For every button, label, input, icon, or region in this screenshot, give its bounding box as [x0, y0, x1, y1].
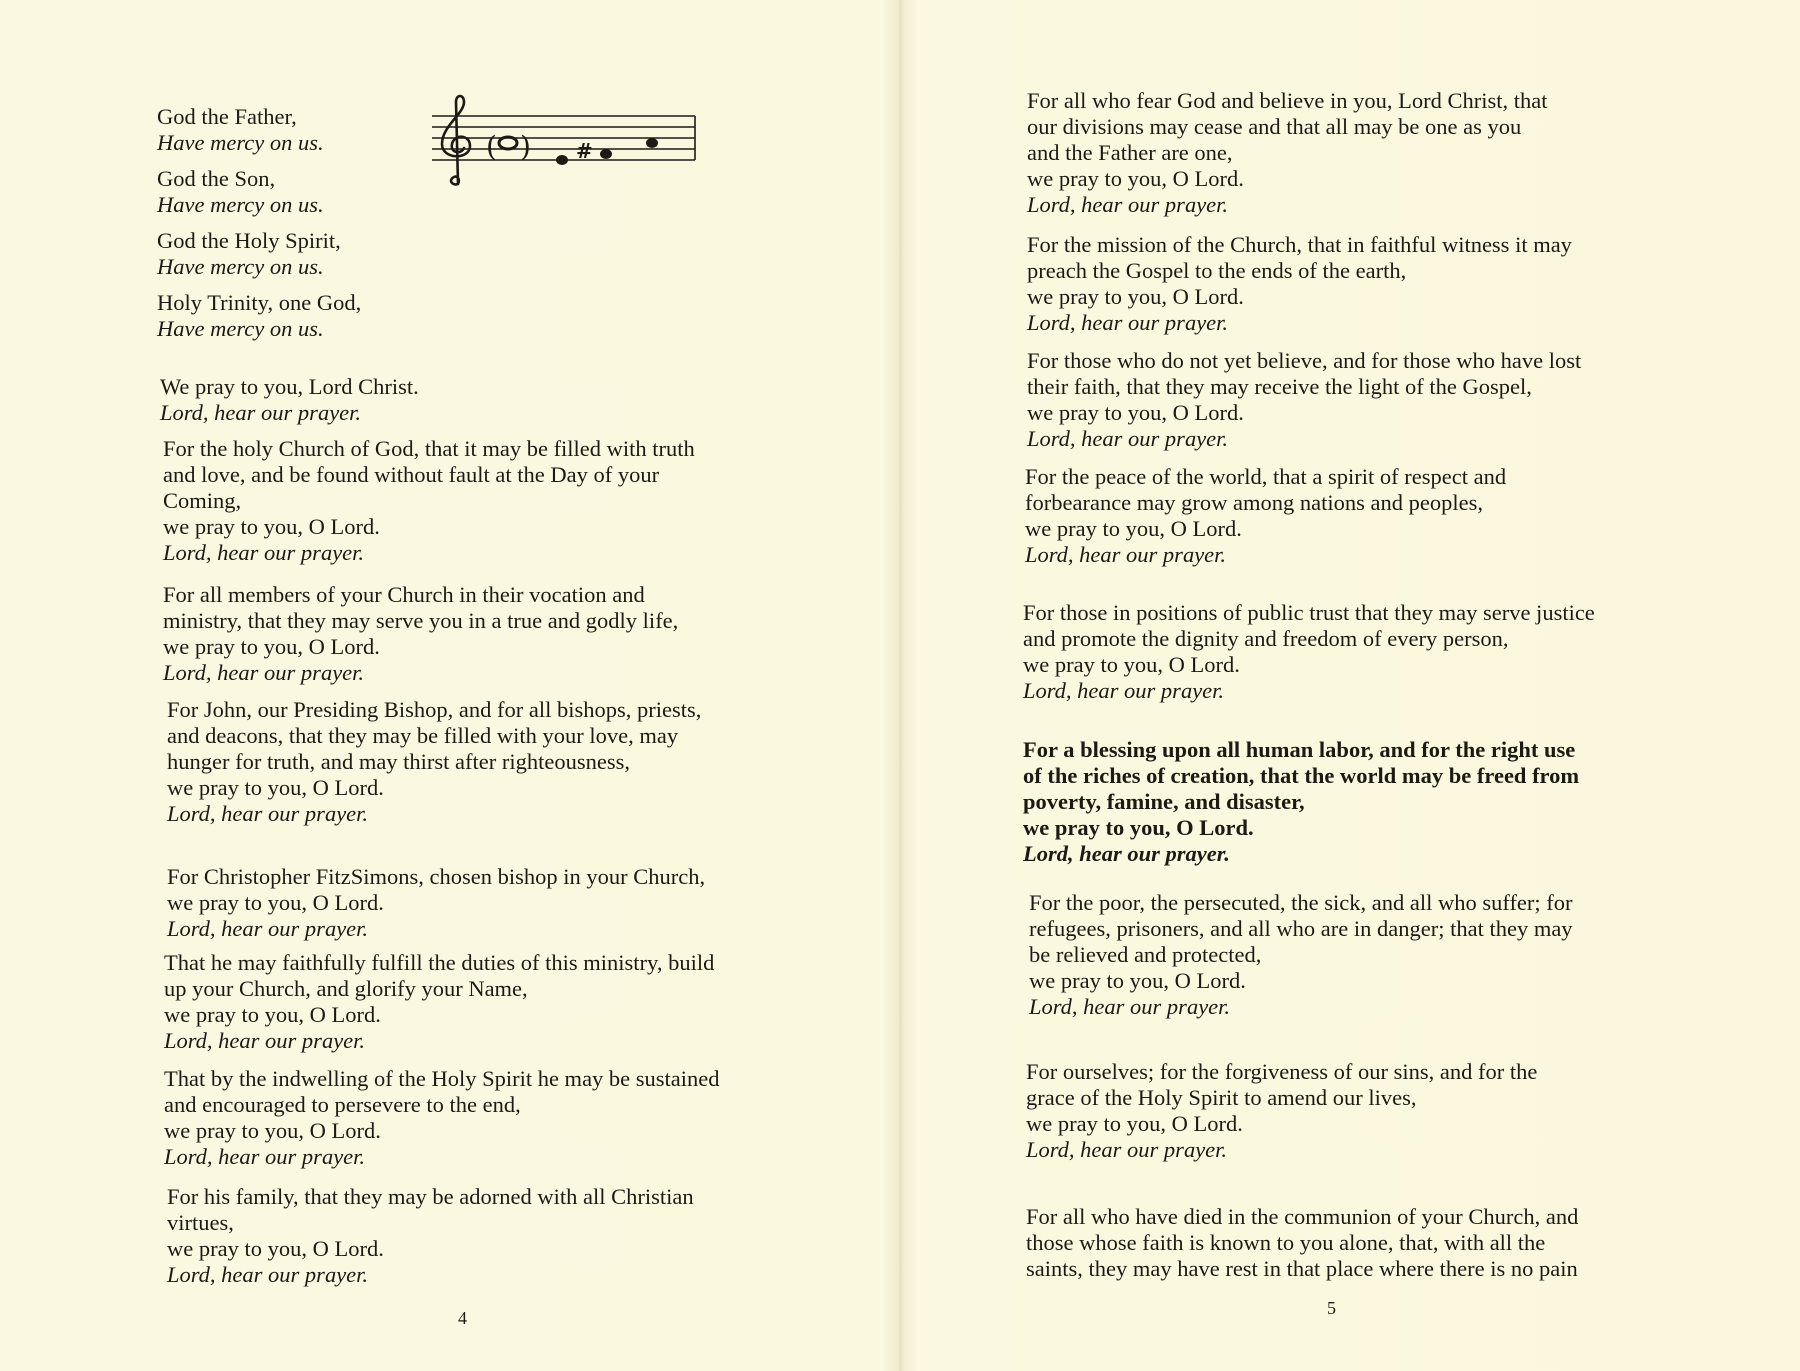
petition-line: we pray to you, O Lord. [163, 634, 380, 659]
petition-line: we pray to you, O Lord. [1023, 815, 1254, 840]
petition-line: preach the Gospel to the ends of the earth, [1027, 258, 1407, 283]
petition-line: be relieved and protected, [1029, 942, 1262, 967]
petition-block [1027, 88, 1548, 218]
petition-response: Lord, hear our prayer. [1027, 310, 1229, 335]
petition-line: For those who do not yet believe, and for those who have lost [1027, 348, 1582, 373]
petition-line: For the peace of the world, that a spirit of respect and [1025, 464, 1507, 489]
petition-line: For the poor, the persecuted, the sick, and all who suffer; for [1029, 890, 1573, 915]
petition-line: up your Church, and glorify your Name, [164, 976, 528, 1001]
petition-line: and the Father are one, [1027, 140, 1233, 165]
petition-block [167, 864, 705, 942]
invocation [157, 166, 361, 218]
petition-response: Lord, hear our prayer. [167, 1262, 369, 1287]
petition-block [1023, 600, 1595, 704]
petition-response: Lord, hear our prayer. [167, 801, 369, 826]
petition-block [167, 697, 701, 827]
svg-text:): ) [520, 130, 531, 163]
petition-line: Coming, [163, 488, 242, 513]
petition-line: and encouraged to persevere to the end, [164, 1092, 521, 1117]
invocation-line: Holy Trinity, one God, [157, 290, 362, 315]
petition-line: we pray to you, O Lord. [1027, 400, 1244, 425]
invocation-response: Have mercy on us. [157, 130, 324, 155]
petition-response: Lord, hear our prayer. [163, 660, 365, 685]
petition-line: we pray to you, O Lord. [167, 1236, 384, 1261]
petition-line: For Christopher FitzSimons, chosen bishop in your Church, [167, 864, 706, 889]
petition-line: That he may faithfully fulfill the duties of this ministry, build [164, 950, 715, 975]
petition-block [1026, 1204, 1578, 1282]
petition-line: we pray to you, O Lord. [164, 1002, 381, 1027]
svg-text:(: ( [486, 130, 497, 163]
petition-block [1029, 890, 1573, 1020]
petition-line: For all who fear God and believe in you, Lord Christ, that [1027, 88, 1548, 113]
petition-response: Lord, hear our prayer. [1027, 426, 1229, 451]
petition-line: For the mission of the Church, that in faithful witness it may [1027, 232, 1572, 257]
petition-line: For those in positions of public trust that they may serve justice [1023, 600, 1595, 625]
petition-line: we pray to you, O Lord. [1027, 284, 1244, 309]
petition-response: Lord, hear our prayer. [1025, 542, 1227, 567]
petition-block [164, 950, 714, 1054]
petition-block [163, 436, 695, 566]
petition-line: grace of the Holy Spirit to amend our lives, [1026, 1085, 1417, 1110]
petition-line: we pray to you, O Lord. [1025, 516, 1242, 541]
petition-line: our divisions may cease and that all may be one as you [1027, 114, 1522, 139]
invocation [157, 290, 361, 342]
petition-line: their faith, that they may receive the light of the Gospel, [1027, 374, 1532, 399]
petition-line: we pray to you, O Lord. [1027, 166, 1244, 191]
petition-line: We pray to you, Lord Christ. [160, 374, 419, 399]
invocation-line: God the Holy Spirit, [157, 228, 341, 253]
petition-response: Lord, hear our prayer. [160, 400, 362, 425]
petition-line: For all who have died in the communion of your Church, and [1026, 1204, 1579, 1229]
petition-line: we pray to you, O Lord. [1026, 1111, 1243, 1136]
invocation [157, 104, 361, 156]
invocation-line: God the Father, [157, 104, 297, 129]
invocation-response: Have mercy on us. [157, 254, 324, 279]
page-number: 4 [458, 1308, 467, 1328]
petition-line: ministry, that they may serve you in a true and godly life, [163, 608, 679, 633]
petition-line: refugees, prisoners, and all who are in danger; that they may [1029, 916, 1573, 941]
petition-line: For all members of your Church in their vocation and [163, 582, 645, 607]
petition-line: and promote the dignity and freedom of every person, [1023, 626, 1509, 651]
petition-block [163, 582, 678, 686]
petition-line: we pray to you, O Lord. [163, 514, 380, 539]
petition-response: Lord, hear our prayer. [164, 1028, 366, 1053]
petition-response: Lord, hear our prayer. [164, 1144, 366, 1169]
petition-line: That by the indwelling of the Holy Spirit he may be sustained [164, 1066, 720, 1091]
petition-block [1025, 464, 1506, 568]
invocation-line: God the Son, [157, 166, 276, 191]
petition-block [164, 1066, 720, 1170]
petition-response: Lord, hear our prayer. [163, 540, 365, 565]
svg-text:#: # [576, 139, 593, 163]
petition-line: forbearance may grow among nations and peoples, [1025, 490, 1483, 515]
petition-line: saints, they may have rest in that place where there is no pain [1026, 1256, 1578, 1281]
petition-block [160, 374, 419, 426]
petition-line: poverty, famine, and disaster, [1023, 789, 1305, 814]
right-page [897, 0, 1800, 1371]
page-number: 5 [1327, 1298, 1336, 1318]
petition-block [1027, 232, 1572, 336]
petition-response: Lord, hear our prayer. [1023, 678, 1225, 703]
invocation-response: Have mercy on us. [157, 192, 324, 217]
petition-block [1026, 1059, 1537, 1163]
petition-line: we pray to you, O Lord. [1023, 652, 1240, 677]
petition-response: Lord, hear our prayer. [1023, 841, 1230, 866]
petition-line: we pray to you, O Lord. [167, 775, 384, 800]
petition-line: For John, our Presiding Bishop, and for all bishops, priests, [167, 697, 702, 722]
petition-response: Lord, hear our prayer. [1027, 192, 1229, 217]
petition-line: and love, and be found without fault at the Day of your [163, 462, 660, 487]
invocation-response: Have mercy on us. [157, 316, 324, 341]
petition-block [1027, 348, 1581, 452]
petition-line: For ourselves; for the forgiveness of our sins, and for the [1026, 1059, 1538, 1084]
petition-line: those whose faith is known to you alone, that, with all the [1026, 1230, 1546, 1255]
petition-block [167, 1184, 694, 1288]
petition-block [1023, 737, 1579, 867]
invocation [157, 228, 361, 280]
petition-line: we pray to you, O Lord. [164, 1118, 381, 1143]
invocation-list [157, 104, 361, 342]
left-page [0, 0, 893, 1371]
petition-line: of the riches of creation, that the world may be freed from [1023, 763, 1580, 788]
music-staff-icon [430, 92, 700, 192]
petition-response: Lord, hear our prayer. [1029, 994, 1231, 1019]
petition-response: Lord, hear our prayer. [1026, 1137, 1228, 1162]
petition-line: we pray to you, O Lord. [1029, 968, 1246, 993]
petition-line: For a blessing upon all human labor, and for the right use [1023, 737, 1576, 762]
petition-line: we pray to you, O Lord. [167, 890, 384, 915]
petition-line: virtues, [167, 1210, 234, 1235]
petition-line: For the holy Church of God, that it may be filled with truth [163, 436, 695, 461]
petition-line: hunger for truth, and may thirst after righteousness, [167, 749, 631, 774]
petition-line: and deacons, that they may be filled with your love, may [167, 723, 679, 748]
petition-line: For his family, that they may be adorned with all Christian [167, 1184, 694, 1209]
petition-response: Lord, hear our prayer. [167, 916, 369, 941]
